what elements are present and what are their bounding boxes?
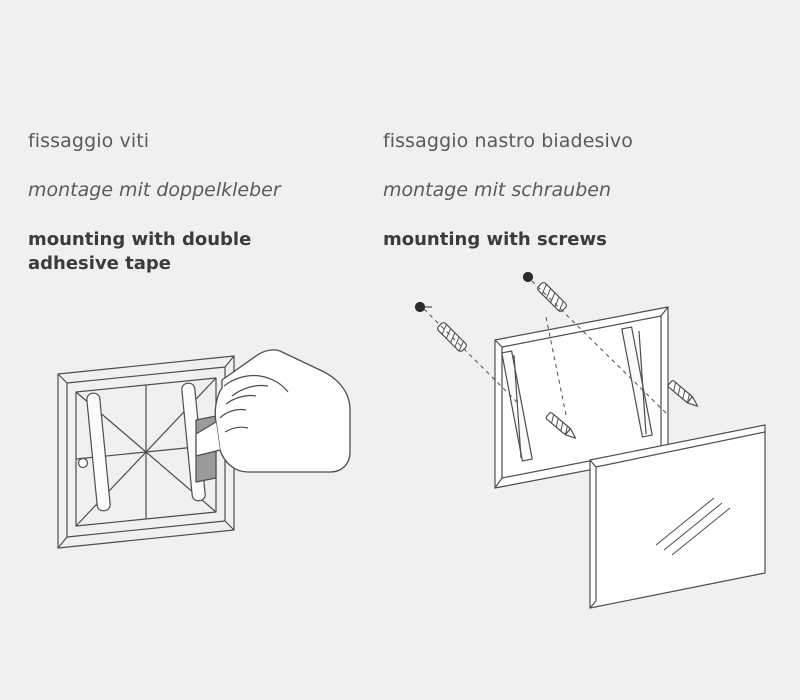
hand-outline	[215, 350, 350, 472]
caption-german-left: montage mit doppelkleber	[28, 178, 281, 201]
keyhole-detail	[79, 459, 88, 468]
screw-head-upper-right	[524, 273, 533, 282]
caption-english-left: mounting with double adhesive tape	[28, 228, 252, 274]
instruction-column-left	[28, 130, 378, 276]
screw-upper-right	[524, 273, 568, 313]
wall-anchor-upper-right	[536, 281, 567, 312]
diagram-screw-mounting	[380, 255, 800, 615]
adhesive-tape-illustration	[20, 300, 370, 560]
screw-head-upper-left	[416, 303, 425, 312]
screw-mounting-illustration	[380, 255, 800, 615]
caption-italian-left: fissaggio viti	[28, 130, 150, 152]
instruction-column-right	[383, 130, 783, 252]
screw-lower-right	[667, 380, 700, 409]
caption-english-right: mounting with screws	[383, 228, 607, 250]
caption-italian-right: fissaggio nastro biadesivo	[383, 130, 633, 152]
diagram-adhesive-tape	[20, 300, 370, 560]
adhesive-strip-left	[86, 393, 110, 512]
caption-german-right: montage mit schrauben	[383, 178, 612, 201]
